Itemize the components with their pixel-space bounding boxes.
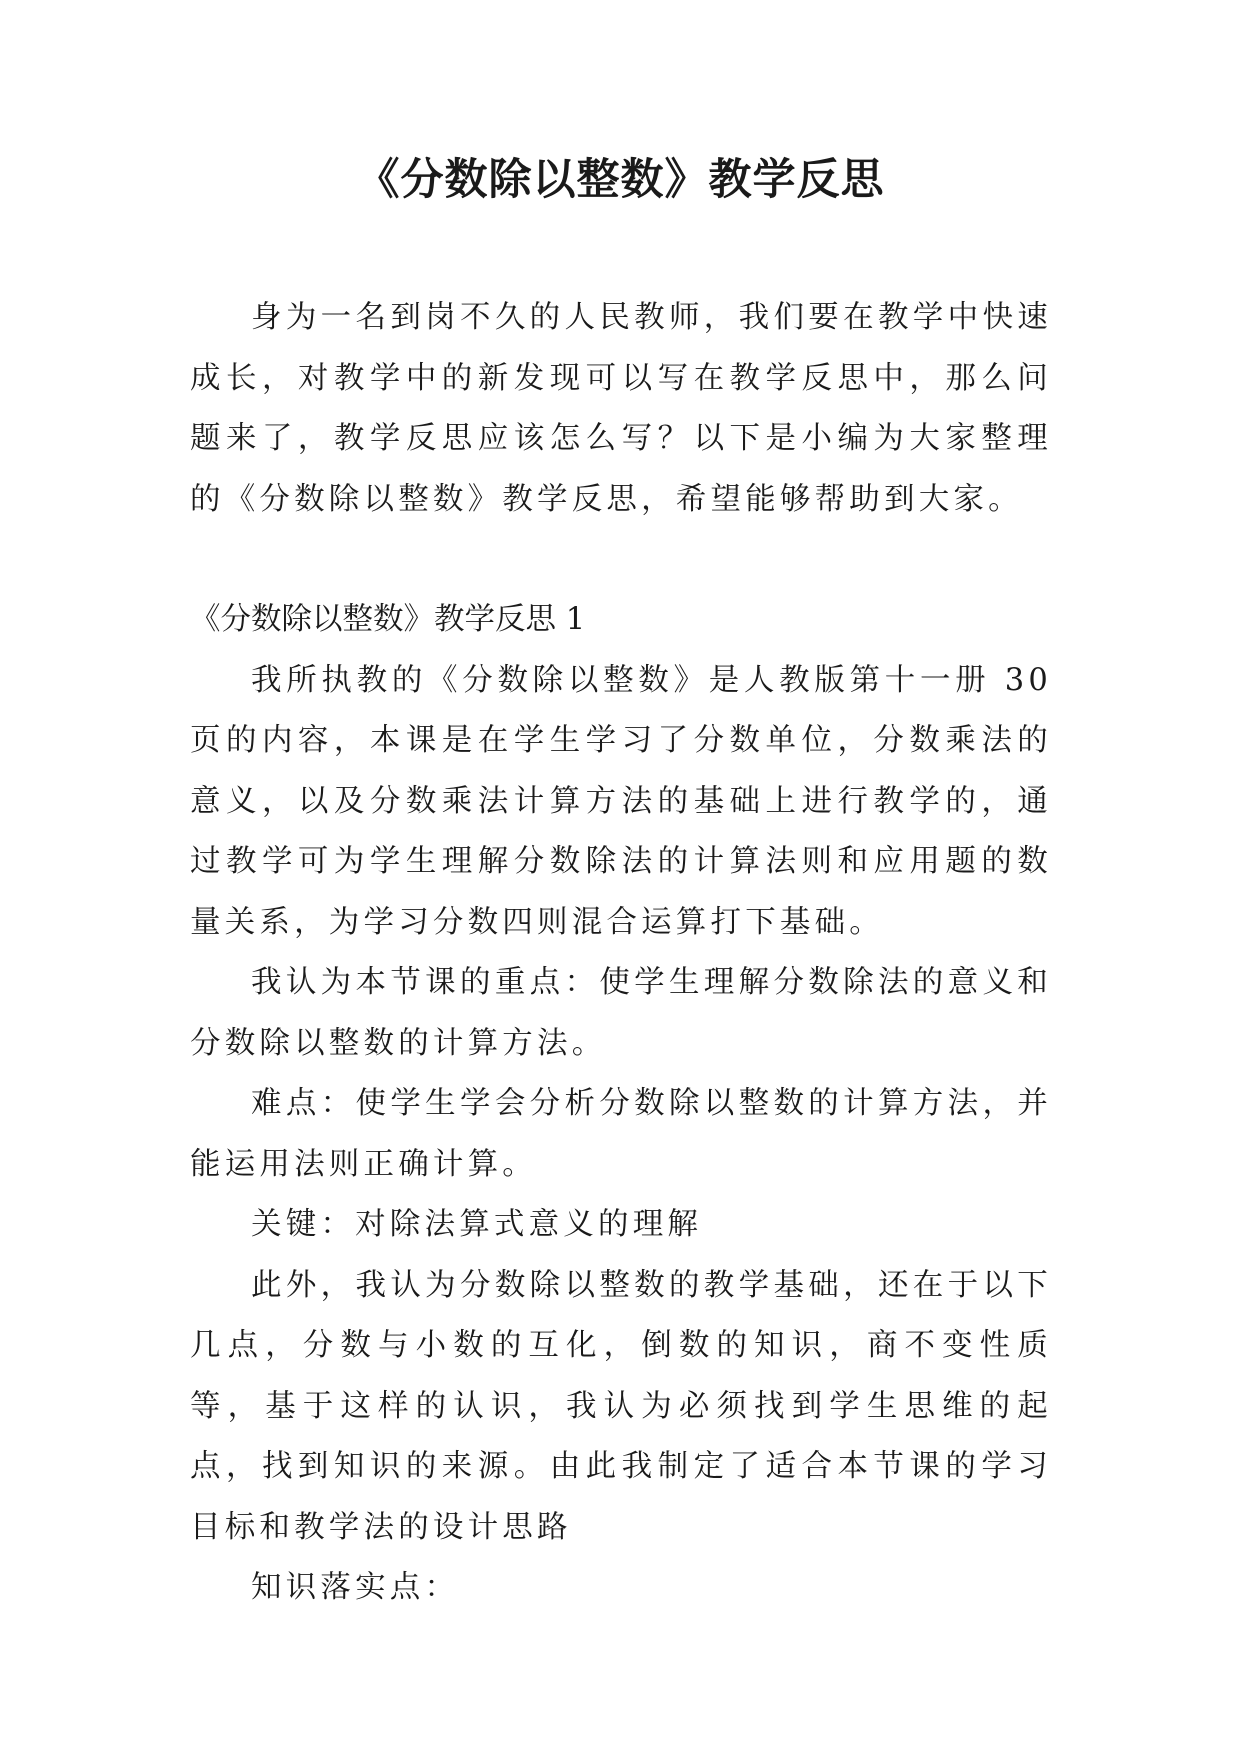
intro-paragraph: 身为一名到岗不久的人民教师，我们要在教学中快速成长，对教学中的新发现可以写在教学反思中，那么问题来了，教学反思应该怎么写？以下是小编为大家整理的《分数除以整数》教学反思，希望能够帮助到大家。 <box>190 300 1052 517</box>
body-paragraph: 此外，我认为分数除以整数的教学基础，还在于以下几点，分数与小数的互化，倒数的知识，商不变性质等，基于这样的认识，我认为必须找到学生思维的起点，找到知识的来源。由此我制定了适合本节课的学习目标和教学法的设计思路 <box>190 1267 1052 1545</box>
body-paragraph: 难点：使学生学会分析分数除以整数的计算方法，并能运用法则正确计算。 <box>190 1086 1052 1182</box>
document-title: 《分数除以整数》教学反思 <box>356 155 885 205</box>
document-body <box>190 288 1052 1619</box>
body-paragraph: 我认为本节课的重点：使学生理解分数除法的意义和分数除以整数的计算方法。 <box>190 965 1052 1061</box>
body-paragraph: 我所执教的《分数除以整数》是人教版第十一册 30 页的内容，本课是在学生学习了分数单位，分数乘法的意义，以及分数乘法计算方法的基础上进行教学的，通过教学可为学生理解分数除法的计算法则和应用题的数量关系，为学习分数四则混合运算打下基础。 <box>190 662 1052 940</box>
body-paragraph: 关键：对除法算式意义的理解 <box>251 1207 703 1242</box>
body-paragraph: 知识落实点： <box>251 1570 460 1605</box>
section-heading: 《分数除以整数》教学反思 1 <box>190 602 586 637</box>
